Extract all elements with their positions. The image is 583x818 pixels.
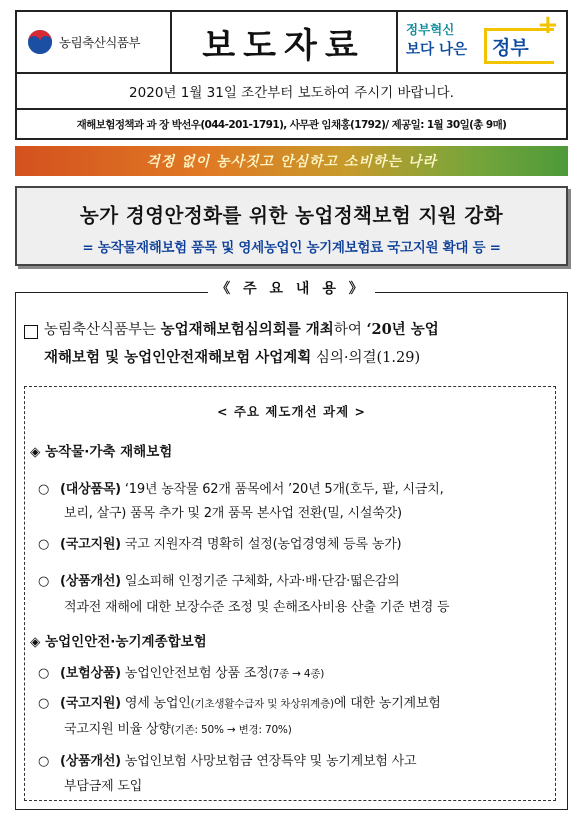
press-release-header [15,10,568,74]
item-text: 국고지원 비율 상향 [64,722,171,737]
circle-bullet-icon: ○ [38,696,50,711]
item-label: (상품개선) [60,574,121,589]
list-item [38,750,416,769]
item-label: (상품개선) [60,754,121,769]
lead-text: 농림축산식품부는 [44,322,161,338]
slogan-block [396,12,566,72]
item-label: (보험상품) [60,666,121,681]
key-content-title-text: 《 주 요 내 용 》 [208,281,374,297]
checkbox-bullet-icon [24,325,38,339]
slogan-banner [15,146,568,176]
list-item [38,662,324,681]
ministry-logo-block [17,12,172,72]
slogan-top: 정부혁신 [406,22,455,37]
embargo-notice: 2020년 1월 31일 조간부터 보도하여 주시기 바랍니다. [15,74,568,110]
item-text: 일소피해 인정기준 구체화, 사과·배·단감·떫은감의 [120,574,400,589]
circle-bullet-icon: ○ [38,666,50,681]
section-title: ◈ 농업인안전·농기계종합보험 [30,634,207,650]
item-label: (국고지원) [60,537,121,552]
lead-text: 심의·의결(1.29) [311,350,421,366]
item-note: (7종 → 4종) [268,668,325,680]
lead-line-1 [44,318,439,339]
subheadline: = 농작물재해보험 품목 및 영세농업인 농기계보험료 국고지원 확대 등 = [82,240,501,256]
item-label: (국고지원) [60,696,121,711]
plus-icon: + [537,10,559,40]
taegeuk-logo-icon [27,29,53,55]
item-note: (기존: 50% → 변경: 70%) [170,724,292,736]
item-text: 국고 지원자격 명확히 설정(농업경영체 등록 농가) [120,537,402,552]
list-item [38,570,400,589]
section-title: ◈ 농작물·가축 재해보험 [30,444,173,460]
banner-text: 걱정 없이 농사짓고 안심하고 소비하는 나라 [146,154,437,170]
lead-emph: 재해보험 및 농업인안전재해보험 사업계획 [44,349,312,366]
item-text: 농업인보험 사망보험금 연장특약 및 농기계보험 사고 [120,754,417,769]
item-continuation [64,718,292,737]
headline: 농가 경영안정화를 위한 농업정책보험 지원 강화 [79,204,504,227]
ministry-name: 농림축산식품부 [59,35,141,50]
item-continuation: 부담금제 도입 [64,779,143,794]
slogan-bottom: 보다 나은 [406,42,468,58]
lead-text: 하여 [333,322,367,338]
circle-bullet-icon: ○ [38,574,50,589]
list-item [38,478,444,497]
item-text: 농업인안전보험 상품 조정 [120,666,269,681]
item-label: (대상품목) [60,482,121,497]
circle-bullet-icon: ○ [38,482,50,497]
item-text: ‘19년 농작물 62개 품목에서 ’20년 5개(호두, 팥, 시금치, [120,482,444,497]
list-item [38,533,401,552]
circle-bullet-icon: ○ [38,754,50,769]
item-continuation: 적과전 재해에 대한 보장수준 조정 및 손해조사비용 산출 기준 변경 등 [64,600,450,615]
reform-tasks-title: < 주요 제도개선 과제 > [217,404,366,419]
lead-emph: ‘20년 농업 [366,321,439,338]
lead-emph: 농업재해보험심의회를 개최 [160,321,334,338]
item-continuation: 보리, 살구) 품목 추가 및 2개 품목 본사업 전환(밀, 시설쑥갓) [64,506,402,521]
lead-line-2 [44,346,420,367]
key-content-title [0,278,583,298]
document-title: 보도자료 [202,25,366,66]
circle-bullet-icon: ○ [38,537,50,552]
item-text: 영세 농업인 [120,696,191,711]
contact-info: 재해보험정책과 과 장 박선우(044-201-1791), 사무관 임채홍(1792)/ 제공일: 1월 30일(총 9매) [15,110,568,140]
slogan-emphasis: 정부 [492,37,529,59]
list-item [38,692,441,711]
item-text: 에 대한 농기계보험 [333,696,441,711]
headline-box [15,186,568,266]
item-note: (기초생활수급자 및 차상위계층) [190,698,334,710]
